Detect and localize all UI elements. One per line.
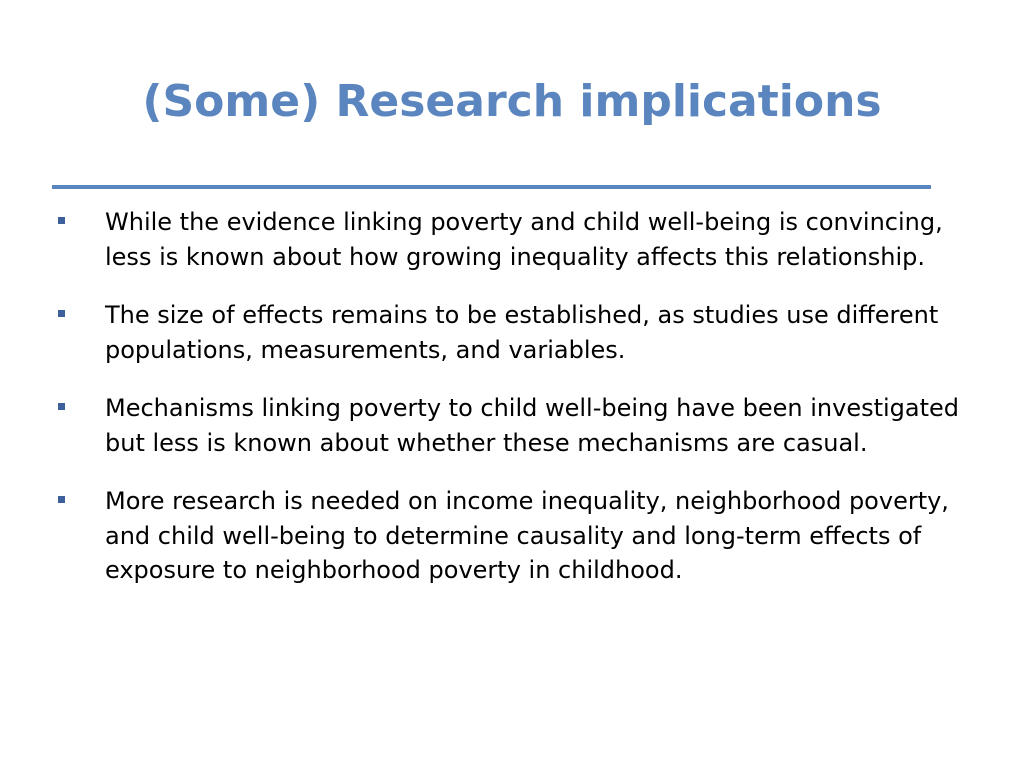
bullet-text: More research is needed on income inequality, neighborhood poverty, and child well-being to determine causality and long-term effects of exposure to neighborhood poverty in childhood. <box>105 487 949 584</box>
slide-title: (Some) Research implications <box>142 76 882 127</box>
bullet-item <box>58 484 978 588</box>
bullet-list <box>58 205 978 612</box>
square-bullet-icon <box>58 217 65 224</box>
bullet-text: Mechanisms linking poverty to child well-being have been investigated but less is known about whether these mechanisms are casual. <box>105 394 960 457</box>
bullet-text: The size of effects remains to be established, as studies use different populations, measurements, and variables. <box>105 301 939 364</box>
bullet-item <box>58 298 978 367</box>
square-bullet-icon <box>58 310 65 317</box>
bullet-item <box>58 391 978 460</box>
bullet-item <box>58 205 978 274</box>
square-bullet-icon <box>58 403 65 410</box>
square-bullet-icon <box>58 496 65 503</box>
bullet-text: While the evidence linking poverty and child well-being is convincing, less is known about how growing inequality affects this relationship. <box>105 208 943 271</box>
title-divider <box>52 185 931 189</box>
